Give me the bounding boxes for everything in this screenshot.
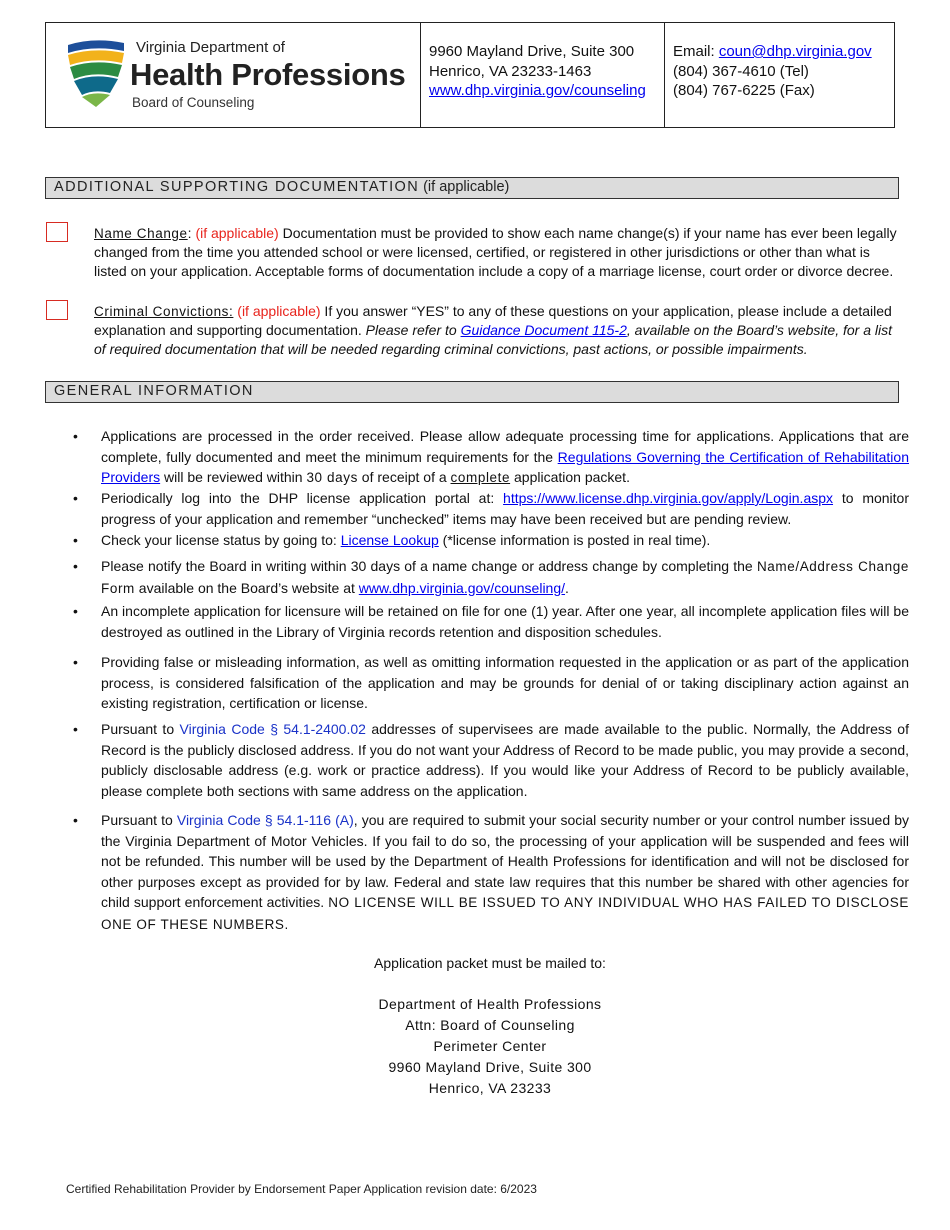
mailing-address-line: Henrico, VA 23233 xyxy=(428,1080,552,1096)
regulations-link[interactable]: Regulations Governing the Certification of Rehabilitation Providers xyxy=(101,448,909,485)
supporting-docs-heading: ADDITIONAL SUPPORTING DOCUMENTATION (if applicable) xyxy=(45,177,899,199)
name-change-checkbox[interactable] xyxy=(46,222,68,242)
mailing-address-line: Perimeter Center xyxy=(433,1038,547,1054)
license-lookup-link[interactable]: License Lookup xyxy=(340,532,439,548)
mailing-address-line: Department of Health Professions xyxy=(378,996,602,1012)
virginia-code-reference[interactable]: Virginia Code § 54.1-2400.02 xyxy=(179,721,366,737)
logo-title: Health Professions xyxy=(130,57,406,92)
phone-fax: (804) 767-6225 (Fax) xyxy=(673,82,815,99)
criminal-convictions-label: Criminal Convictions: xyxy=(94,304,234,319)
criminal-convictions-checkbox[interactable] xyxy=(46,300,68,320)
list-item: • Applications are processed in the order received. Please allow adequate processing time for applications. Applications that are complete, fully documented and meet the minimum requirements for the Regulations Governing the Certification of Rehabilitation Providers will be reviewed within 30 days of receipt of a complete application packet. xyxy=(101,426,909,489)
address-line1: 9960 Mayland Drive, Suite 300 xyxy=(429,43,635,60)
mailing-address-line: Attn: Board of Counseling xyxy=(405,1017,575,1033)
applicable-note: (if applicable) xyxy=(233,303,321,319)
counseling-website-link[interactable]: www.dhp.virginia.gov/counseling/ xyxy=(358,579,566,596)
board-contact xyxy=(665,23,894,127)
logo-line1: Virginia Department of xyxy=(136,39,285,56)
dhp-logo xyxy=(46,23,421,127)
logo-board: Board of Counseling xyxy=(132,95,255,110)
list-item: • Periodically log into the DHP license application portal at: https://www.license.dhp.virginia.gov/apply/Login.aspx to monitor progress of your application and remember “unchecked” items may have been received but are pending review. xyxy=(101,488,909,529)
name-change-label: Name Change xyxy=(94,226,188,241)
mailing-address-line: 9960 Mayland Drive, Suite 300 xyxy=(388,1059,592,1075)
list-item: • An incomplete application for licensure will be retained on file for one (1) year. After one year, all incomplete application files will be destroyed as outlined in the Library of Virginia records retention and disposition schedules. xyxy=(101,601,909,642)
email-label: Email: xyxy=(673,43,719,60)
letterhead xyxy=(45,22,895,128)
guidance-document-link[interactable]: Guidance Document 115-2 xyxy=(460,322,627,338)
portal-link[interactable]: https://www.license.dhp.virginia.gov/apply/Login.aspx xyxy=(503,490,834,506)
applicable-note: (if applicable) xyxy=(195,225,279,241)
address-line2: Henrico, VA 23233-1463 xyxy=(429,62,592,80)
list-item: • Pursuant to Virginia Code § 54.1-2400.02 addresses of supervisees are made available to the public. Normally, the Address of Record is the publicly disclosed address. If you do not want your Address of Record to be made public, you may provide a second, publicly disclosable address (e.g. work or practice address). If you would like your Address of Record to be publicly available, please complete both sections with same address on the application. xyxy=(101,719,909,801)
revision-footer: Certified Rehabilitation Provider by Endorsement Paper Application revision date: 6/2023 xyxy=(66,1182,537,1196)
mailing-address xyxy=(0,994,950,1099)
mailing-intro: Application packet must be mailed to: xyxy=(374,955,606,971)
general-information-heading: GENERAL INFORMATION xyxy=(45,381,899,403)
list-item: • Please notify the Board in writing within 30 days of a name change or address change by completing the Name/Address Change Form available on the Board’s website at www.dhp.virginia.gov/counseling/. xyxy=(101,556,909,599)
email-link[interactable]: coun@dhp.virginia.gov xyxy=(718,43,872,60)
virginia-code-reference[interactable]: Virginia Code § 54.1-116 (A) xyxy=(176,812,354,828)
criminal-convictions-paragraph: Criminal Convictions: (if applicable) If you answer “YES” to any of these questions on your application, please include a detailed explanation and supporting documentation. Please refer to Guidance Document 115-2, available on the Board’s website, for a list of required documentation that will be needed regarding criminal convictions, past actions, or possible impairments. xyxy=(94,303,892,357)
list-item: • Check your license status by going to: License Lookup (*license information is posted in real time). xyxy=(101,530,909,551)
list-item: • Providing false or misleading information, as well as omitting information requested in the application or as part of the application process, is considered falsification of the application and may be grounds for denial of or taking disciplinary action against an existing registration, certification or license. xyxy=(101,652,909,714)
website-link[interactable]: www.dhp.virginia.gov/counseling xyxy=(429,82,646,99)
list-item: • Pursuant to Virginia Code § 54.1-116 (A), you are required to submit your social security number or your control number issued by the Virginia Department of Motor Vehicles. If you fail to do so, the processing of your application will be suspended and fees will not be refunded. This number will be used by the Department of Health Professions for identification and will not be disclosed for other purposes except as provided for by law. Federal and state law requires that this number be shared with other agencies for child support enforcement activities. NO LICENSE WILL BE ISSUED TO ANY INDIVIDUAL WHO HAS FAILED TO DISCLOSE ONE OF THESE NUMBERS. xyxy=(101,810,909,935)
shield-logo-icon xyxy=(64,37,126,107)
phone-tel: (804) 367-4610 (Tel) xyxy=(673,62,809,80)
name-change-paragraph: Name Change: (if applicable) Documentation must be provided to show each name change(s) if your name has ever been legally changed from the time you attended school or were licensed, certified, or registered in other jurisdictions or other than what is listed on your application. Acceptable forms of documentation include a copy of a marriage license, court order or divorce decree. xyxy=(94,225,897,279)
board-address xyxy=(421,23,665,127)
